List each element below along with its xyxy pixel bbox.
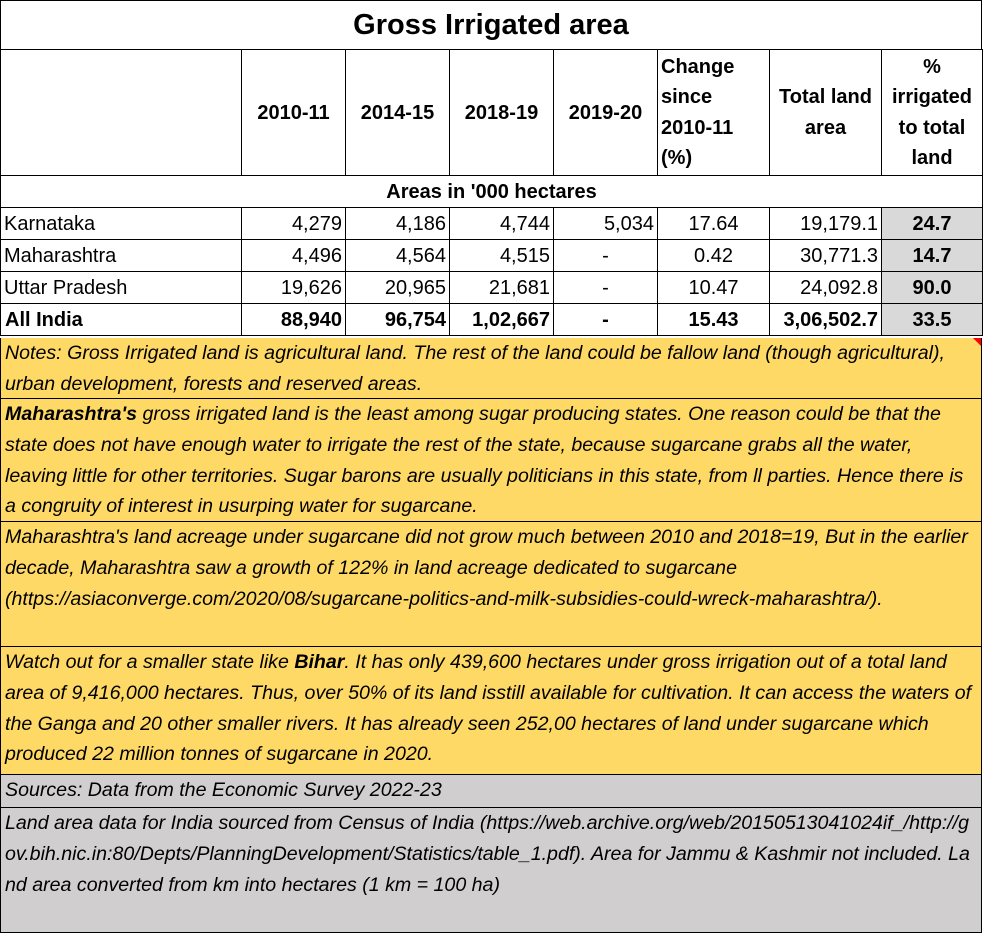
sheet-title: Gross Irrigated area [0,0,982,50]
cell-2018-19: 4,744 [450,208,554,240]
cell-2018-19: 4,515 [450,240,554,272]
note-maharashtra [0,399,982,522]
comment-marker-icon[interactable] [973,338,981,346]
table-row [1,272,983,304]
cell-change: 0.42 [658,240,770,272]
cell-change: 10.47 [658,272,770,304]
cell-2019-20: 5,034 [554,208,658,240]
header-pct-irrigated: % irrigated to total land [882,50,983,176]
note-maharashtra-bold: Maharashtra's [5,403,138,425]
state-name: All India [1,304,242,336]
header-blank [1,50,242,176]
note-bihar [0,647,982,775]
cell-pct-irrigated: 24.7 [882,208,983,240]
header-2014-15: 2014-15 [346,50,450,176]
cell-pct-irrigated: 90.0 [882,272,983,304]
cell-2019-20: - [554,304,658,336]
note-general: Notes: Gross Irrigated land is agricultural land. The rest of the land could be fallow land (though agricultural), urban development, forests and reserved areas. [0,338,982,399]
cell-2010-11: 88,940 [242,304,346,336]
cell-2010-11: 4,496 [242,240,346,272]
table-row-total [1,304,983,336]
state-name: Maharashtra [1,240,242,272]
cell-change: 15.43 [658,304,770,336]
units-row [1,176,983,208]
note-maharashtra-text: gross irrigated land is the least among sugar producing states. One reason could be that the state does not have enough water to irrigate the rest of the state, because sugarcane grabs all the water, leaving little for other territories. Sugar barons are usually politicians in this state, from ll parties. Hence there is a congruity of interest in usurping water for sugarcane. [5,403,964,518]
irrigation-table [0,49,983,336]
cell-pct-irrigated: 33.5 [882,304,983,336]
note-bihar-lead: Watch out for a smaller state like [5,651,295,673]
header-row [1,50,983,176]
cell-total-land: 19,179.1 [770,208,882,240]
header-change: Change since 2010-11 (%) [658,50,770,176]
cell-total-land: 3,06,502.7 [770,304,882,336]
cell-total-land: 30,771.3 [770,240,882,272]
note-sources: Sources: Data from the Economic Survey 2022-23 [0,775,982,808]
cell-change: 17.64 [658,208,770,240]
cell-total-land: 24,092.8 [770,272,882,304]
note-acreage: Maharashtra's land acreage under sugarcane did not grow much between 2010 and 2018=19, But in the earlier decade, Maharashtra saw a growth of 122% in land acreage dedicated to sugarcane (https://asiaconverge.com/2020/08/sugarcane-politics-and-milk-subsidies-could-wreck-maharashtra/). [0,522,982,647]
header-2010-11: 2010-11 [242,50,346,176]
cell-2014-15: 96,754 [346,304,450,336]
cell-2018-19: 21,681 [450,272,554,304]
note-bihar-text: . It has only 439,600 hectares under gross irrigation out of a total land area of 9,416,000 hectares. Thus, over 50% of its land isstill available for cultivation. It can access the waters of the Ganga and 20 other smaller rivers. It has already seen 252,00 hectares of land under sugarcane which produced 22 million tonnes of sugarcane in 2020. [5,651,972,766]
note-land-source: Land area data for India sourced from Census of India (https://web.archive.org/web/20150513041024if_/http://gov.bih.nic.in:80/Depts/PlanningDevelopment/Statistics/table_1.pdf). Area for Jammu & Kashmir not included. Land area converted from km into hectares (1 km = 100 ha) [0,808,982,933]
cell-pct-irrigated: 14.7 [882,240,983,272]
cell-2019-20: - [554,240,658,272]
header-total-land: Total land area [770,50,882,176]
units-label: Areas in '000 hectares [1,176,983,208]
cell-2014-15: 4,564 [346,240,450,272]
state-name: Karnataka [1,208,242,240]
cell-2019-20: - [554,272,658,304]
table-row [1,240,983,272]
cell-2010-11: 19,626 [242,272,346,304]
header-2018-19: 2018-19 [450,50,554,176]
note-bihar-bold: Bihar [294,651,345,673]
state-name: Uttar Pradesh [1,272,242,304]
cell-2010-11: 4,279 [242,208,346,240]
table-row [1,208,983,240]
cell-2014-15: 20,965 [346,272,450,304]
cell-2014-15: 4,186 [346,208,450,240]
cell-2018-19: 1,02,667 [450,304,554,336]
header-2019-20: 2019-20 [554,50,658,176]
